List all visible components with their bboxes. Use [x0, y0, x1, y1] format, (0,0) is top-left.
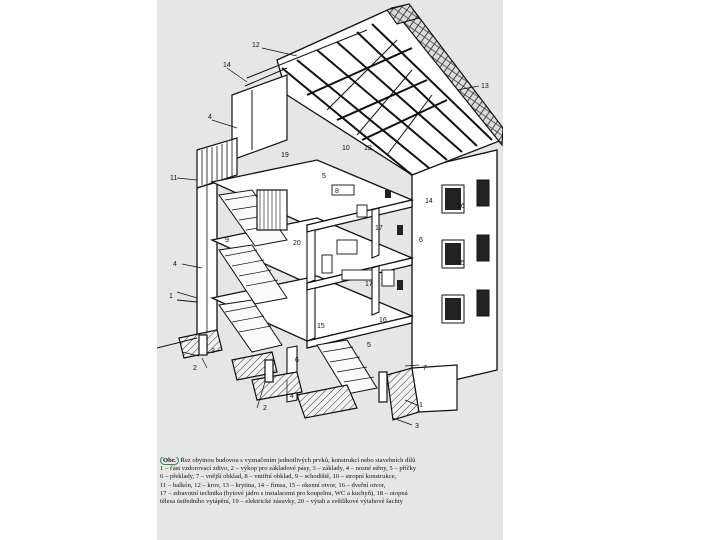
right-facade-wall: [412, 150, 497, 390]
caption-legend-line-2: 6 – překlady, 7 – vnější obklad, 8 – vnitřní obklad, 9 – schodiště, 10 – stropní konstrukce,: [160, 473, 397, 481]
callout-label-12b: 12: [364, 145, 372, 152]
callout-label-8: 8: [335, 188, 339, 195]
callout-label-4b: 4: [173, 261, 177, 268]
figure-number-badge: Obr.: [160, 457, 179, 465]
callout-label-14: 14: [223, 62, 231, 69]
building-cross-section-drawing: [157, 0, 503, 450]
callout-label-10: 10: [342, 145, 350, 152]
callout-label-16b: 16: [379, 317, 387, 324]
callout-label-7: 7: [423, 365, 427, 372]
callout-label-1b: 1: [419, 402, 423, 409]
left-load-bearing-wall: [197, 182, 217, 340]
callout-label-5b: 5: [367, 342, 371, 349]
caption-legend-line-1: 1 – část vzdorovací zdivo, 2 – výkop pro základové pásy, 3 – základy, 4 – nosné stěny, 5 – příčky: [160, 465, 417, 473]
figure-caption: [160, 457, 500, 537]
callout-label-4c: 4: [290, 393, 294, 400]
callout-label-15: 15: [457, 260, 465, 267]
callout-label-4: 4: [208, 114, 212, 121]
callout-label-9: 9: [225, 237, 229, 244]
caption-legend-line-3: 11 – balkón, 12 – krov, 13 – krytina, 14 – římsa, 15 – okenní otvor, 16 – dveřní otvor,: [160, 481, 386, 489]
callout-label-2b: 2: [263, 405, 267, 412]
callout-label-5: 5: [322, 173, 326, 180]
elevator-shaft: [257, 190, 287, 230]
attic-wall: [232, 75, 287, 160]
callout-label-6: 6: [419, 237, 423, 244]
callout-label-2: 2: [193, 365, 197, 372]
caption-title: Řez obytnou budovou s vyznačením jednotlivých prvků, konstrukcí nebo stavebních dílů: [180, 457, 416, 464]
callout-label-14b: 14: [425, 198, 433, 205]
callout-label-11: 11: [170, 175, 178, 182]
caption-legend-line-4: 17 – zdravotní technika (bytové jádro s instalacemi pro koupelnu, WC a kuchyň), 18 – otopná: [160, 489, 408, 497]
callout-label-3b: 3: [415, 423, 419, 430]
callout-label-3: 3: [211, 348, 215, 355]
callout-label-1: 1: [169, 293, 173, 300]
callout-label-6b: 6: [295, 357, 299, 364]
callout-label-16: 16: [457, 203, 465, 210]
callout-label-19: 19: [281, 152, 289, 159]
callout-label-15b: 15: [317, 323, 325, 330]
caption-legend-line-5: tělesa ústředního vytápění, 19 – elektrické zásuvky, 20 – výtah a světlíkové výtahové šachty: [160, 498, 403, 506]
callout-label-13: 13: [481, 83, 489, 90]
callout-label-17b: 17: [365, 281, 373, 288]
caption-title-line: [160, 457, 500, 465]
callout-label-20: 20: [293, 240, 301, 247]
callout-label-17: 17: [375, 225, 383, 232]
callout-label-12: 12: [252, 42, 260, 49]
